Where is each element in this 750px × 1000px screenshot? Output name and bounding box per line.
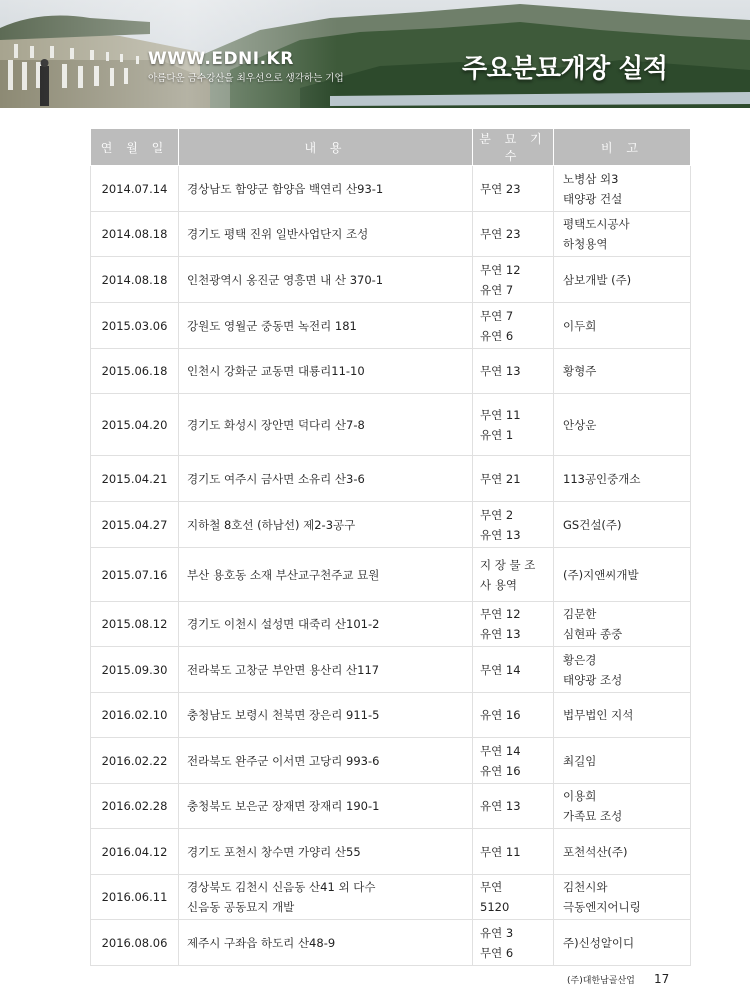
cell-content: 경기도 포천시 창수면 가양리 산55 <box>179 829 473 875</box>
cell-date: 2014.08.18 <box>91 257 179 303</box>
cell-date: 2015.09.30 <box>91 647 179 693</box>
cell-content: 부산 용호동 소재 부산교구천주교 묘원 <box>179 548 473 602</box>
cell-note: 평택도시공사 하청용역 <box>554 212 691 257</box>
cell-note: 황형주 <box>554 349 691 394</box>
cell-grave-count: 무연 12 유연 13 <box>473 602 554 647</box>
table-row <box>91 548 691 602</box>
cell-content: 경기도 평택 진위 일반사업단지 조성 <box>179 212 473 257</box>
cell-note: GS건설(주) <box>554 502 691 548</box>
table-header-row <box>91 129 691 166</box>
cell-content: 지하철 8호선 (하남선) 제2-3공구 <box>179 502 473 548</box>
cell-date: 2015.08.12 <box>91 602 179 647</box>
table-row <box>91 693 691 738</box>
table-row <box>91 829 691 875</box>
cell-content: 인천시 강화군 교동면 대룡리11-10 <box>179 349 473 394</box>
cell-date: 2016.08.06 <box>91 920 179 966</box>
cell-grave-count: 무연 7 유연 6 <box>473 303 554 349</box>
cell-content: 충청남도 보령시 천북면 장은리 911-5 <box>179 693 473 738</box>
cell-content: 경상북도 김천시 신음동 산41 외 다수 신음동 공동묘지 개발 <box>179 875 473 920</box>
table-row <box>91 349 691 394</box>
cell-grave-count: 무연 5120 <box>473 875 554 920</box>
cell-note: 김문한 심현파 종중 <box>554 602 691 647</box>
cell-note: 포천석산(주) <box>554 829 691 875</box>
cell-date: 2016.02.10 <box>91 693 179 738</box>
cell-date: 2016.02.22 <box>91 738 179 784</box>
table-row <box>91 602 691 647</box>
cell-grave-count: 무연 21 <box>473 456 554 502</box>
cell-grave-count: 무연 23 <box>473 212 554 257</box>
cell-grave-count: 무연 14 유연 16 <box>473 738 554 784</box>
cell-date: 2016.02.28 <box>91 784 179 829</box>
cell-note: 113공인중개소 <box>554 456 691 502</box>
cell-note: 법무법인 지석 <box>554 693 691 738</box>
cell-content: 전라북도 고창군 부안면 용산리 산117 <box>179 647 473 693</box>
cell-note: 주)신성알이디 <box>554 920 691 966</box>
cell-note: (주)지앤씨개발 <box>554 548 691 602</box>
footer-company-name: (주)대한남골산업 <box>567 976 635 986</box>
column-header-note: 비 고 <box>554 129 691 166</box>
cell-date: 2016.06.11 <box>91 875 179 920</box>
cell-note: 이두희 <box>554 303 691 349</box>
cell-grave-count: 유연 13 <box>473 784 554 829</box>
cell-content: 경상남도 함양군 함양읍 백연리 산93-1 <box>179 166 473 212</box>
cell-date: 2015.06.18 <box>91 349 179 394</box>
cell-note: 안상운 <box>554 394 691 456</box>
cell-content: 제주시 구좌읍 하도리 산48-9 <box>179 920 473 966</box>
page-number: 17 <box>654 972 670 986</box>
cell-grave-count: 지 장 물 조 사 용역 <box>473 548 554 602</box>
page-title: 주요분묘개장 실적 <box>462 54 668 84</box>
cell-content: 전라북도 완주군 이서면 고당리 993-6 <box>179 738 473 784</box>
cell-grave-count: 무연 2 유연 13 <box>473 502 554 548</box>
company-slogan: 아름다운 금수강산을 최우선으로 생각하는 기업 <box>148 73 344 84</box>
header-banner <box>0 0 750 108</box>
cell-grave-count: 무연 11 유연 1 <box>473 394 554 456</box>
cell-grave-count: 무연 11 <box>473 829 554 875</box>
table-row <box>91 647 691 693</box>
cell-grave-count: 유연 3 무연 6 <box>473 920 554 966</box>
cell-content: 강원도 영월군 중동면 녹전리 181 <box>179 303 473 349</box>
site-url: WWW.EDNI.KR <box>148 49 294 69</box>
cell-note: 최길임 <box>554 738 691 784</box>
table-row <box>91 394 691 456</box>
cell-note: 이용희 가족묘 조성 <box>554 784 691 829</box>
cell-content: 인천광역시 옹진군 영흥면 내 산 370-1 <box>179 257 473 303</box>
cell-grave-count: 유연 16 <box>473 693 554 738</box>
table-row <box>91 875 691 920</box>
column-header-date: 연 월 일 <box>91 129 179 166</box>
cell-grave-count: 무연 12 유연 7 <box>473 257 554 303</box>
records-table <box>90 128 691 966</box>
cell-grave-count: 무연 23 <box>473 166 554 212</box>
table-row <box>91 456 691 502</box>
column-header-content: 내 용 <box>179 129 473 166</box>
cell-date: 2015.04.27 <box>91 502 179 548</box>
cell-note: 황은경 태양광 조성 <box>554 647 691 693</box>
table-row <box>91 257 691 303</box>
cell-content: 경기도 이천시 설성면 대죽리 산101-2 <box>179 602 473 647</box>
cell-date: 2015.07.16 <box>91 548 179 602</box>
column-header-grave-count: 분 묘 기 수 <box>473 129 554 166</box>
cell-content: 경기도 화성시 장안면 덕다리 산7-8 <box>179 394 473 456</box>
table-row <box>91 166 691 212</box>
table-row <box>91 738 691 784</box>
table-row <box>91 212 691 257</box>
cell-grave-count: 무연 14 <box>473 647 554 693</box>
cell-content: 경기도 여주시 금사면 소유리 산3-6 <box>179 456 473 502</box>
table-row <box>91 303 691 349</box>
cell-date: 2016.04.12 <box>91 829 179 875</box>
cell-note: 김천시와 극동엔지어니링 <box>554 875 691 920</box>
table-row <box>91 920 691 966</box>
cell-date: 2015.03.06 <box>91 303 179 349</box>
cell-note: 노병삼 외3 태양광 건설 <box>554 166 691 212</box>
cell-content: 충청북도 보은군 장재면 장재리 190-1 <box>179 784 473 829</box>
table-row <box>91 502 691 548</box>
table-row <box>91 784 691 829</box>
cell-date: 2014.07.14 <box>91 166 179 212</box>
cell-date: 2015.04.21 <box>91 456 179 502</box>
cell-note: 삼보개발 (주) <box>554 257 691 303</box>
cell-date: 2015.04.20 <box>91 394 179 456</box>
cell-grave-count: 무연 13 <box>473 349 554 394</box>
cell-date: 2014.08.18 <box>91 212 179 257</box>
